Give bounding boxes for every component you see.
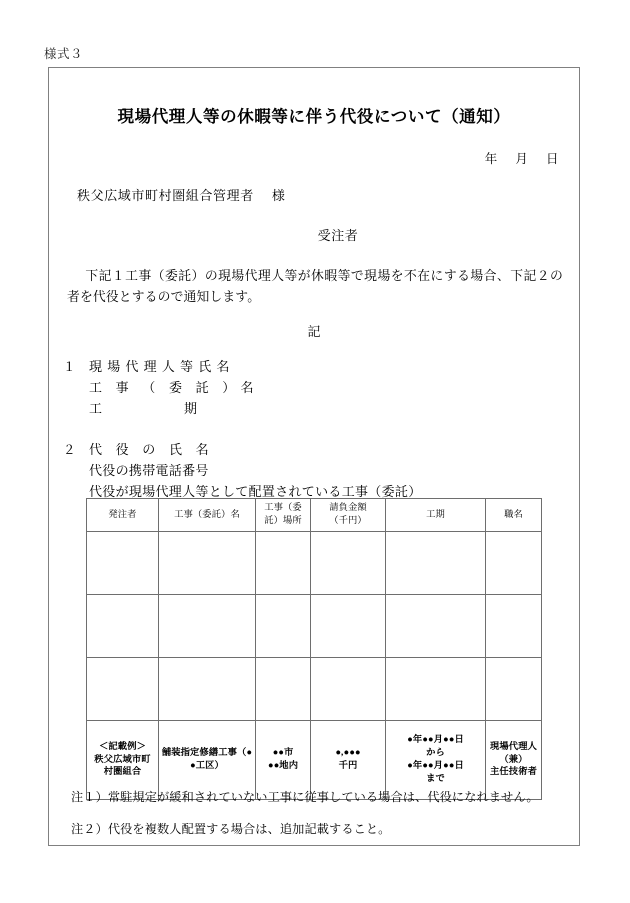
- table-cell-kingaku[interactable]: [311, 532, 386, 595]
- section-2-label-assigned-works: 代役が現場代理人等として配置されている工事（委託）: [89, 484, 422, 500]
- table-cell-kingaku[interactable]: [311, 658, 386, 721]
- work-table: [86, 498, 542, 800]
- header-line: 請負金額: [329, 503, 367, 514]
- date-line: [485, 149, 559, 167]
- section-1-label-period: [89, 398, 197, 419]
- table-header-cell-kouki: [386, 499, 486, 532]
- recipient-line: [77, 185, 285, 204]
- page-title: 現場代理人等の休暇等に伴う代役について（通知）: [117, 107, 511, 126]
- cell-line: ●年●●月●●日: [407, 761, 464, 771]
- date-year-label: 年: [484, 152, 498, 166]
- section-1-row-2: [63, 377, 259, 398]
- section-2-row-2: [63, 460, 422, 481]
- table-cell-kouki[interactable]: [386, 595, 486, 658]
- section-1-label-period-a: 工: [89, 401, 103, 417]
- cell-line: ●工区）: [190, 761, 224, 771]
- header-line: 工事（委託）名: [174, 509, 240, 520]
- section-1-row-3: [63, 398, 259, 419]
- table-header-cell-kingaku: [311, 499, 386, 532]
- table-header-cell-koji-mei: [159, 499, 256, 532]
- cell-line: 秩父広域市町: [94, 754, 151, 765]
- table-cell-shokumei[interactable]: [486, 658, 542, 721]
- recipient-name: 秩父広域市町村圏組合管理者: [77, 188, 254, 203]
- table-row[interactable]: [87, 532, 542, 595]
- section-1-label-name: 現場代理人等氏名: [89, 359, 235, 374]
- table-header-cell-shokumei: [486, 499, 542, 532]
- cell-line: 舗装指定修繕工事（●: [161, 748, 253, 759]
- contractor-label: 受注者: [317, 228, 359, 243]
- note-2: 注２）代役を複数人配置する場合は、追加記載すること。: [71, 822, 391, 836]
- header-line: （千円）: [329, 516, 367, 526]
- table-cell-koji-mei[interactable]: [159, 658, 256, 721]
- form-code-label: 様式３: [44, 47, 84, 61]
- table-header-row: [87, 499, 542, 532]
- table-row[interactable]: [87, 595, 542, 658]
- table-row[interactable]: [87, 658, 542, 721]
- table-header-cell-hacchusha: [87, 499, 159, 532]
- date-day-label: 日: [545, 152, 559, 166]
- cell-line: ●,●●●: [335, 748, 361, 759]
- cell-line: ●年●●月●●日: [407, 735, 464, 746]
- cell-line: ●●地内: [267, 761, 299, 771]
- recipient-honorific: 様: [271, 188, 286, 203]
- section-2: [63, 439, 422, 502]
- document-frame-inner: [49, 68, 579, 845]
- cell-line: ●●市: [272, 748, 294, 759]
- work-table-head: [87, 499, 542, 532]
- table-cell-kouki[interactable]: [386, 532, 486, 595]
- cell-line: 現場代理人: [490, 741, 537, 752]
- section-2-row-1: [63, 439, 422, 460]
- section-2-label-phone: 代役の携帯電話番号: [89, 463, 209, 479]
- section-1-label-work-name-suffix: 名: [240, 380, 259, 396]
- table-cell-koji-mei[interactable]: [159, 532, 256, 595]
- cell-line: まで: [426, 773, 445, 784]
- section-1-number: １: [63, 360, 76, 374]
- header-line: 発注者: [108, 509, 137, 520]
- cell-line: から: [426, 748, 445, 759]
- table-cell-shokumei[interactable]: [486, 532, 542, 595]
- note-1: 注１）常駐規定が緩和されていない工事に従事している場合は、代役になれません。: [71, 790, 539, 804]
- work-table-wrapper: [86, 498, 541, 800]
- section-1-label-work-name: 工 事 （ 委 託 ）: [89, 380, 241, 396]
- table-cell-kingaku[interactable]: [311, 595, 386, 658]
- table-cell-basho[interactable]: [256, 532, 311, 595]
- ki-mark: 記: [307, 324, 321, 339]
- body-paragraph: [67, 266, 563, 307]
- section-2-label-name: 代 役 の 氏 名: [89, 442, 214, 457]
- cell-line: 村圏組合: [103, 767, 142, 778]
- cell-line: 主任技術者: [490, 767, 537, 778]
- body-paragraph-text: 下記１工事（委託）の現場代理人等が休暇等で現場を不在にする場合、下記２の者を代役とするので通知します。: [67, 269, 563, 304]
- table-cell-hacchusha[interactable]: [87, 532, 159, 595]
- table-cell-basho[interactable]: [256, 595, 311, 658]
- table-cell-basho[interactable]: [256, 658, 311, 721]
- section-2-number: ２: [63, 443, 76, 457]
- table-cell-kouki[interactable]: [386, 658, 486, 721]
- work-table-body: [87, 532, 542, 800]
- table-cell-shokumei[interactable]: [486, 595, 542, 658]
- section-1-row-1: [63, 356, 259, 377]
- document-frame: [48, 67, 580, 846]
- header-line: 託）場所: [264, 516, 302, 526]
- header-line: 職名: [504, 509, 523, 520]
- header-line: 工期: [426, 509, 445, 520]
- header-line: 工事（委: [264, 503, 302, 514]
- table-cell-hacchusha[interactable]: [87, 658, 159, 721]
- table-header-cell-basho: [256, 499, 311, 532]
- table-cell-hacchusha[interactable]: [87, 595, 159, 658]
- section-1-label-period-b: 期: [183, 401, 197, 417]
- table-cell-koji-mei[interactable]: [159, 595, 256, 658]
- section-1: [63, 356, 259, 419]
- cell-line: ＜記載例＞: [99, 741, 146, 752]
- cell-line: （兼）: [499, 754, 528, 765]
- date-month-label: 月: [515, 152, 529, 166]
- cell-line: 千円: [338, 761, 358, 771]
